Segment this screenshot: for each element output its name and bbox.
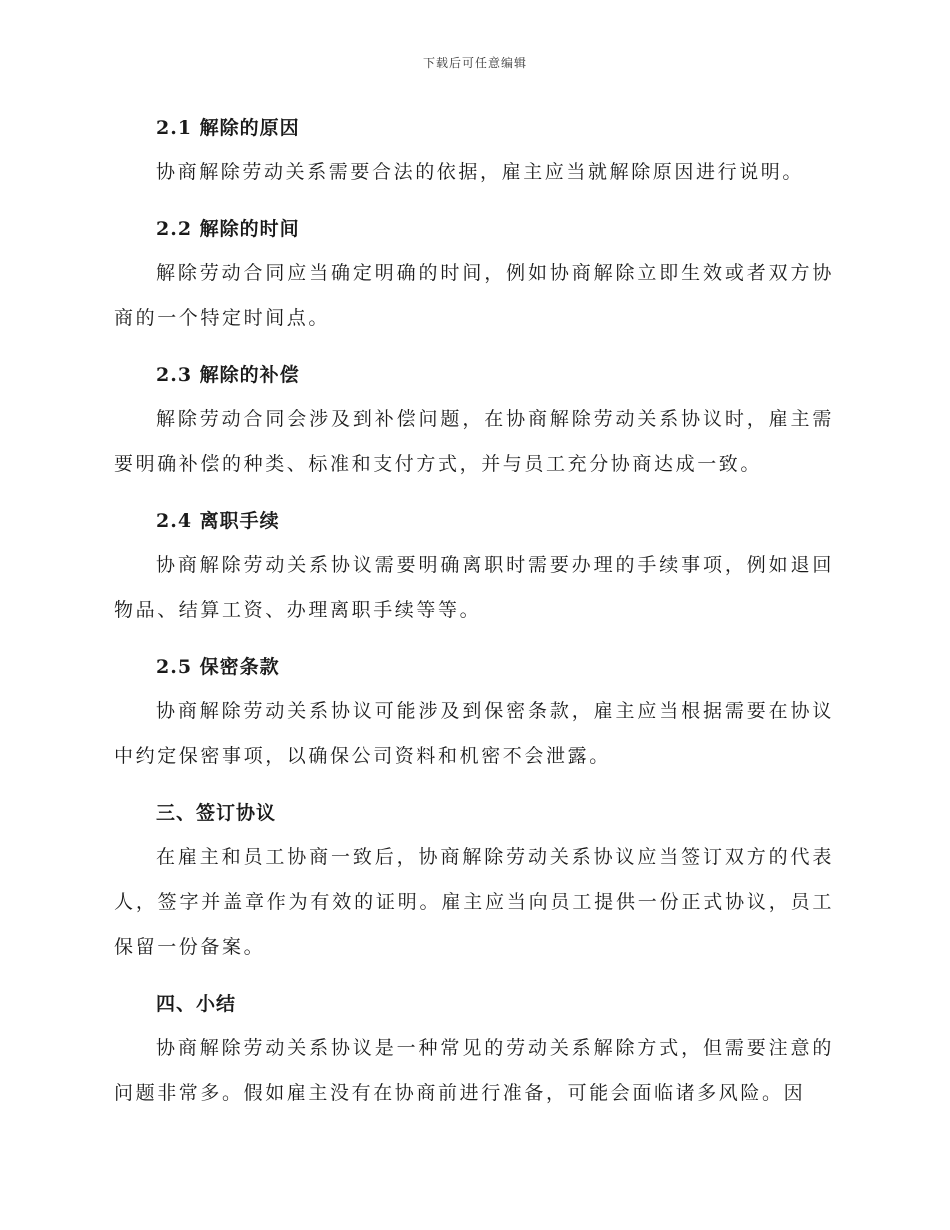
- document-body: [114, 106, 834, 1126]
- section-text-2-3: 解除劳动合同会涉及到补偿问题，在协商解除劳动关系协议时，雇主需要明确补偿的种类、标准和支付方式，并与员工充分协商达成一致。: [114, 408, 834, 475]
- section-heading-2-2: 2.2 解除的时间: [156, 218, 300, 240]
- section-text-2-5: 协商解除劳动关系协议可能涉及到保密条款，雇主应当根据需要在协议中约定保密事项，以确保公司资料和机密不会泄露。: [114, 700, 834, 767]
- section-text-2-4: 协商解除劳动关系协议需要明确离职时需要办理的手续事项，例如退回物品、结算工资、办理离职手续等等。: [114, 554, 834, 621]
- section-text-4: 协商解除劳动关系协议是一种常见的劳动关系解除方式，但需要注意的问题非常多。假如雇主没有在协商前进行准备，可能会面临诸多风险。因: [114, 1037, 834, 1104]
- section-text-3: 在雇主和员工协商一致后，协商解除劳动关系协议应当签订双方的代表人，签字并盖章作为有效的证明。雇主应当向员工提供一份正式协议，员工保留一份备案。: [114, 846, 834, 958]
- section-heading-2-3: 2.3 解除的补偿: [156, 364, 300, 386]
- section-heading-4: 四、小结: [156, 993, 237, 1015]
- section-heading-2-4: 2.4 离职手续: [156, 510, 280, 532]
- section-text-2-1: 协商解除劳动关系需要合法的依据，雇主应当就解除原因进行说明。: [156, 161, 805, 183]
- section-heading-2-1: 2.1 解除的原因: [156, 117, 300, 139]
- section-text-2-2: 解除劳动合同应当确定明确的时间，例如协商解除立即生效或者双方协商的一个特定时间点。: [114, 262, 834, 329]
- header-note: 下载后可任意编辑: [422, 56, 527, 70]
- section-heading-2-5: 2.5 保密条款: [156, 656, 280, 678]
- section-heading-3: 三、签订协议: [156, 802, 277, 824]
